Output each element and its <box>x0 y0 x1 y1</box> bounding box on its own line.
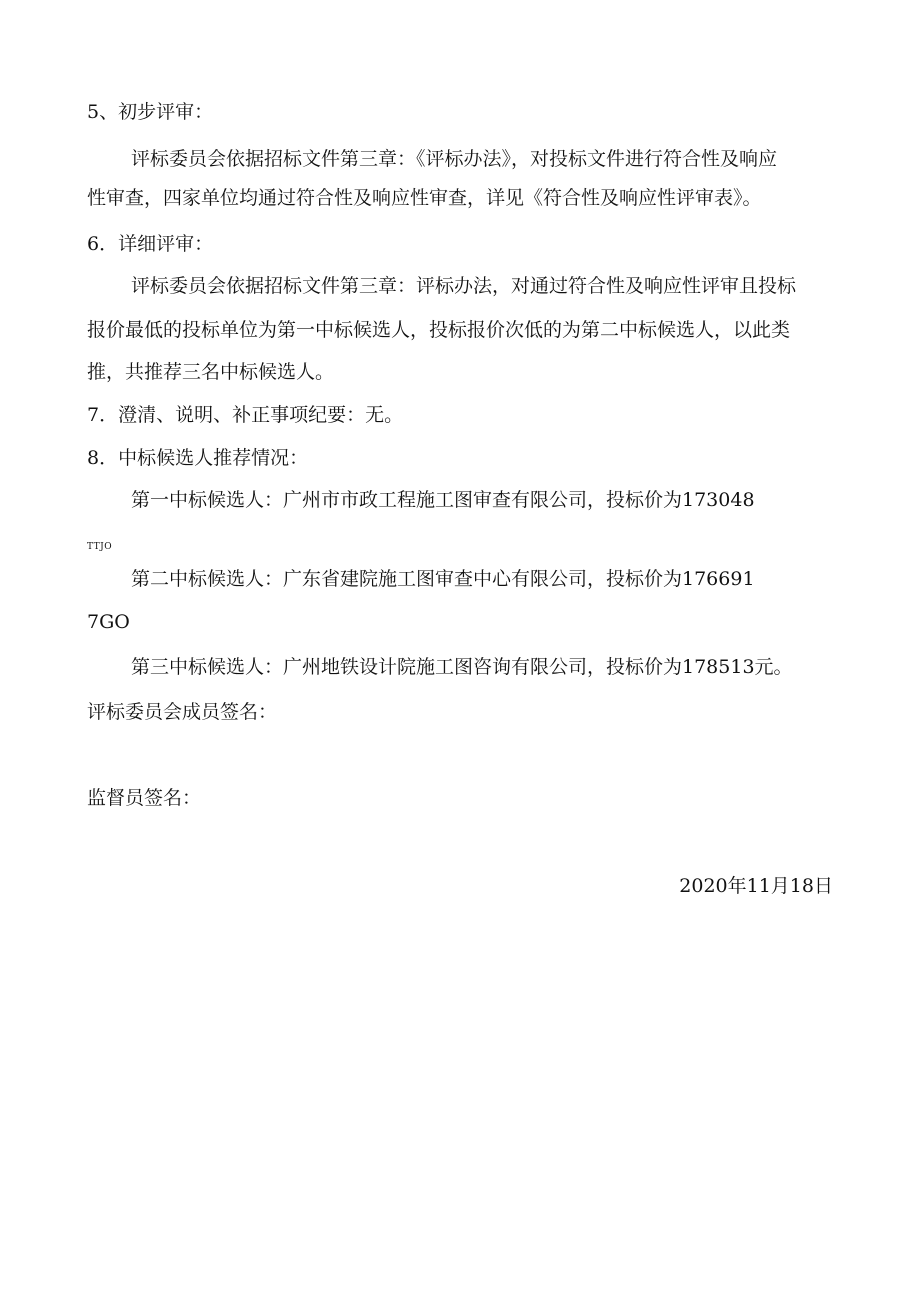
section-6-heading: 6．详细评审： <box>87 233 214 255</box>
committee-signature-label: 评标委员会成员签名： <box>87 701 278 723</box>
section-7-line: 7．澄清、说明、补正事项纪要：无。 <box>87 404 404 426</box>
section-6-paragraph-line-2: 报价最低的投标单位为第一中标候选人，投标报价次低的为第二中标候选人，以此类 <box>87 319 791 341</box>
supervisor-signature-label: 监督员签名： <box>87 787 202 809</box>
document-date: 2020年11月18日 <box>679 875 833 897</box>
candidate-1-line: 第一中标候选人：广州市市政工程施工图审查有限公司，投标价为173048 <box>131 489 755 511</box>
section-5-heading: 5、初步评审： <box>87 101 214 123</box>
candidate-2-line: 第二中标候选人：广东省建院施工图审查中心有限公司，投标价为176691 <box>131 568 755 590</box>
candidate-2-continuation: 7GO <box>87 611 130 633</box>
section-5-paragraph-line-1: 评标委员会依据招标文件第三章：《评标办法》，对投标文件进行符合性及响应 <box>131 148 778 170</box>
candidate-3-line: 第三中标候选人：广州地铁设计院施工图咨询有限公司，投标价为178513元。 <box>131 656 793 678</box>
section-8-heading: 8．中标候选人推荐情况： <box>87 447 309 469</box>
section-6-paragraph-line-1: 评标委员会依据招标文件第三章：评标办法，对通过符合性及响应性评审且投标 <box>131 275 797 297</box>
section-5-paragraph-line-2: 性审查，四家单位均通过符合性及响应性审查，详见《符合性及响应性评审表》。 <box>87 187 762 209</box>
section-6-paragraph-line-3: 推，共推荐三名中标候选人。 <box>87 361 335 383</box>
candidate-1-continuation: TTJO <box>87 542 113 552</box>
